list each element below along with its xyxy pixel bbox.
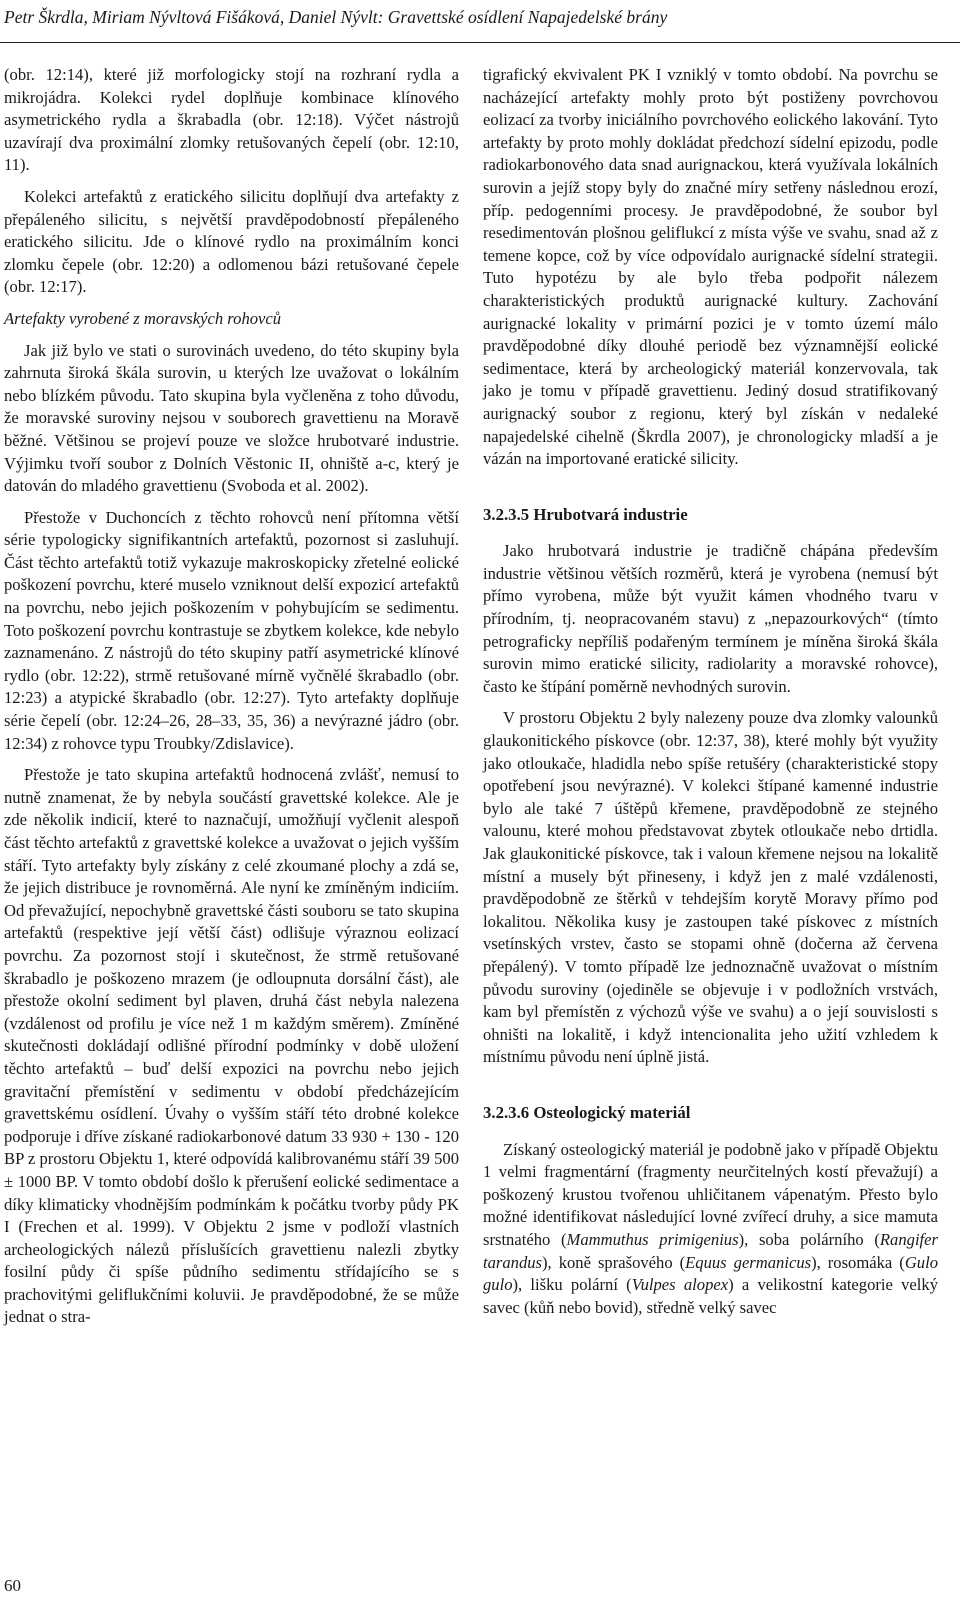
species-name: Vulpes alopex bbox=[631, 1275, 729, 1295]
running-header: Petr Škrdla, Miriam Nývltová Fišáková, Daniel Nývlt: Gravettské osídlení Napajedelské brány bbox=[4, 7, 668, 27]
species-name: Equus germanicus bbox=[685, 1252, 812, 1272]
paragraph: Jako hrubotvará industrie je tradičně chápána především industrie většinou větších rozměrů, která je vyrobena (nemusí být přímo vyrobena, může být využit kámen vhodného tvaru v přírodním, tj. neopracovaném stavu) z „nepazourkových“ (tímto petrograficky nepříliš podařeným termínem je míněna široká škála surovin mimo eratické silicity, radiolarity a moravské rohovce), často ke štípání poměrně nevhodných surovin. bbox=[483, 541, 938, 696]
paragraph: Jak již bylo ve stati o surovinách uvedeno, do této skupiny byla zahrnuta široká škála surovin, u kterých lze uvažovat o lokálním nebo blízkém původu. Tato skupina byla vyčleněna z toho důvodu, že moravské suroviny nejsou v souborech gravettienu na Moravě běžné. Většinou se projeví pouze ve složce hrubotvaré industrie. Výjimku tvoří soubor z Dolních Věstonic II, ohniště a-c, který je datován do mladého gravettienu (Svoboda et al. 2002). bbox=[4, 340, 459, 496]
paragraph: tigrafický ekvivalent PK I vzniklý v tomto období. Na povrchu se nacházející artefakty mohly proto být postiženy povrchovou eolizací za tvorby iniciálního povrchového eolického lakování. Tyto artefakty by proto mohly dokládat předchozí sídelní epizodu, podle radiokarbonového data snad aurignackou, která využívala lokálních surovin a jejíž stopy byly do značné míry setřeny následnou erozí, příp. pedogenními procesy. Je pravděpodobné, že soubor byl resedimentován plošnou geliflukcí z místa výše ve svahu, snad až z temene kopce, což by více odpovídalo aurignacké sídelní strategii. Tuto hypotézu by ale bylo třeba podpořit nálezem charakteristických produktů aurignacké kultury. Zachování aurignacké lokality v primární pozici je v tomto území málo pravděpodobné díky dlouhé periodě bez významnější eolické sedimentace, která by archeologický materiál konzervovala, tak jako je tomu v případě gravettienu. Jediný dosud stratifikovaný aurignacký soubor z regionu, který byl získán v nedaleké napajedelské cihelně (Škrdla 2007), je chronologicky mladší a je vázán na importované eratické silicity. bbox=[483, 65, 938, 469]
species-name: Gulo gulo bbox=[483, 1252, 938, 1295]
section-heading: 3.2.3.5 Hrubotvará industrie bbox=[483, 504, 688, 524]
left-column bbox=[4, 64, 459, 1338]
right-column bbox=[483, 64, 938, 1328]
paragraph: Kolekci artefaktů z eratického silicitu doplňují dva artefakty z přepáleného silicitu, s největší pravděpodobností přepáleného eratického silicitu. Jde o klínové rydlo na proximálním konci zlomku čepele (obr. 12:20) a odlomenou bázi retušované čepele (obr. 12:17). bbox=[4, 186, 459, 297]
text-run: ), lišku polární ( bbox=[512, 1275, 632, 1295]
text-run: ), koně sprašového ( bbox=[542, 1252, 686, 1272]
page-number: 60 bbox=[4, 1576, 21, 1595]
section-heading: 3.2.3.6 Osteologický materiál bbox=[483, 1102, 691, 1122]
text-run: ), rosomáka ( bbox=[811, 1252, 905, 1272]
paragraph: V prostoru Objektu 2 byly nalezeny pouze dva zlomky valounků glaukonitického pískovce (obr. 12:37, 38), které mohly být využity jako otloukače, hladidla nebo spíše retušéry (charakteristické stopy opotřebení jsou nevýrazné). V kolekci štípané kamenné industrie bylo ale také 7 úštěpů křemene, pravděpodobně ze stejného valounu, které mohou představovat zbytek otloukače nebo drtidla. Jak glaukonitické pískovce, tak i valoun křemene nejsou na lokalitě místní a musely být přineseny, i když jen z malé vzdálenosti, pravděpodobně ze štěrků v tehdejším korytě Moravy přímo pod lokalitou. Několika kusy je zastoupen také pískovec z místních vsetínských vrstev, často se stopami ohně (dočerna až červena přepálený). V tomto případě lze jednoznačně uvažovat o místním původu suroviny (ojediněle se objevuje i v podložních vrstvách, kam byl přemístěn z výchozů výše ve svahu) a o její souvislosti s ohništi na lokalitě, i když intencionalita jeho užití vzhledem k místnímu původu není úplně jistá. bbox=[483, 708, 938, 1067]
header-rule bbox=[0, 42, 960, 43]
species-name: Mammuthus primigenius bbox=[566, 1229, 739, 1249]
paragraph bbox=[483, 1139, 938, 1320]
text-run: ) a velikostní kategorie velký savec (kůň nebo bovid), středně velký savec bbox=[483, 1275, 938, 1317]
subheading: Artefakty vyrobené z moravských rohovců bbox=[4, 308, 282, 328]
text-run: ), soba polárního ( bbox=[738, 1229, 880, 1249]
paragraph: (obr. 12:14), které již morfologicky stojí na rozhraní rydla a mikrojádra. Kolekci rydel doplňuje kombinace klínového asymetrického rydla a škrabadla (obr. 12:18). Výčet nástrojů uzavírají dva proximální zlomky retušovaných čepelí (obr. 12:10, 11). bbox=[4, 65, 459, 175]
paragraph: Přestože v Duchoncích z těchto rohovců není přítomna větší série typologicky signifikantních artefaktů, pozornost si zasluhují. Část těchto artefaktů totiž vykazuje makroskopicky zřetelné eolické poškození povrchu, které muselo vzniknout delší expozicí artefaktů na povrchu, nebo jejich poškozením v pohybujícím se sedimentu. Toto poškození povrchu kontrastuje se zbytkem kolekce, kde nebylo zaznamenáno. Z nástrojů do této skupiny patří asymetrické klínové rydlo (obr. 12:22), strmě retušované mírně vyčnělé škrabadlo (obr. 12:23) a atypické škrabadlo (obr. 12:27). Tyto artefakty doplňuje série čepelí (obr. 12:24–26, 28–33, 35, 36) a nevýrazné jádro (obr. 12:34) z rohovce typu Troubky/Zdislavice). bbox=[4, 507, 459, 753]
paragraph: Přestože je tato skupina artefaktů hodnocená zvlášť, nemusí to nutně znamenat, že by nebyla součástí gravettské kolekce. Ale je zde několik indicií, které to naznačují, umožňují vyčlenit alespoň část těchto artefaktů z gravettské kolekce a uvažovat o jejich vyšším stáří. Tyto artefakty byly získány z celé zkoumané plochy a zdá se, že jejich distribuce je rovnoměrná. Ale nyní ke zmíněným indiciím. Od převažující, nepochybně gravettské části souboru se tato skupina artefaktů (respektive její větší část) odlišuje výraznou eolizací povrchu. Za pozornost stojí i skutečnost, že strmě retušované škrabadlo je poškozeno mrazem (je odloupnuta dorsální část), ale přestože okolní sediment byl plaven, druhá část nebyla nalezena (vzdálenost od profilu je více než 1 m každým směrem). Zmíněné skutečnosti dokládají odlišné přírodní podmínky v době uložení těchto artefaktů – buď delší expozici na povrchu nebo jejich gravitační přemístění v sedimentu v období předcházejícím gravettskému osídlení. Úvahy o vyšším stáří této drobné kolekce podporuje i dříve získané radiokarbonové datum 33 930 + 130 - 120 BP z prostoru Objektu 1, které odpovídá kalibrovanému stáří 39 500 ± 1000 BP. V tomto období došlo k přerušení eolické sedimentace a díky klimaticky vhodnějším podmínkám k počátku tvorby půdy PK I (Frechen et al. 1999). V Objektu 2 jsme v podloží vlastních archeologických nálezů příslušících gravettienu nalezli zbytky fosilní půdy či spíše půdního sedimentu střídajícího se s prachovitými geliflukčními koluvii. Je pravděpodobné, že se může jednat o stra- bbox=[4, 765, 459, 1327]
text-run: Získaný osteologický materiál je podobně jako v případě Objektu 1 velmi fragmentární (fragmenty neurčitelných kostí převažují) a poškozený krustou tvořenou uhličitanem vápenatým. Přesto bylo možné identifikovat následující lovné zvířecí druhy, a sice mamuta srstnatého ( bbox=[483, 1139, 939, 1249]
species-name: Rangifer tarandus bbox=[483, 1229, 938, 1272]
